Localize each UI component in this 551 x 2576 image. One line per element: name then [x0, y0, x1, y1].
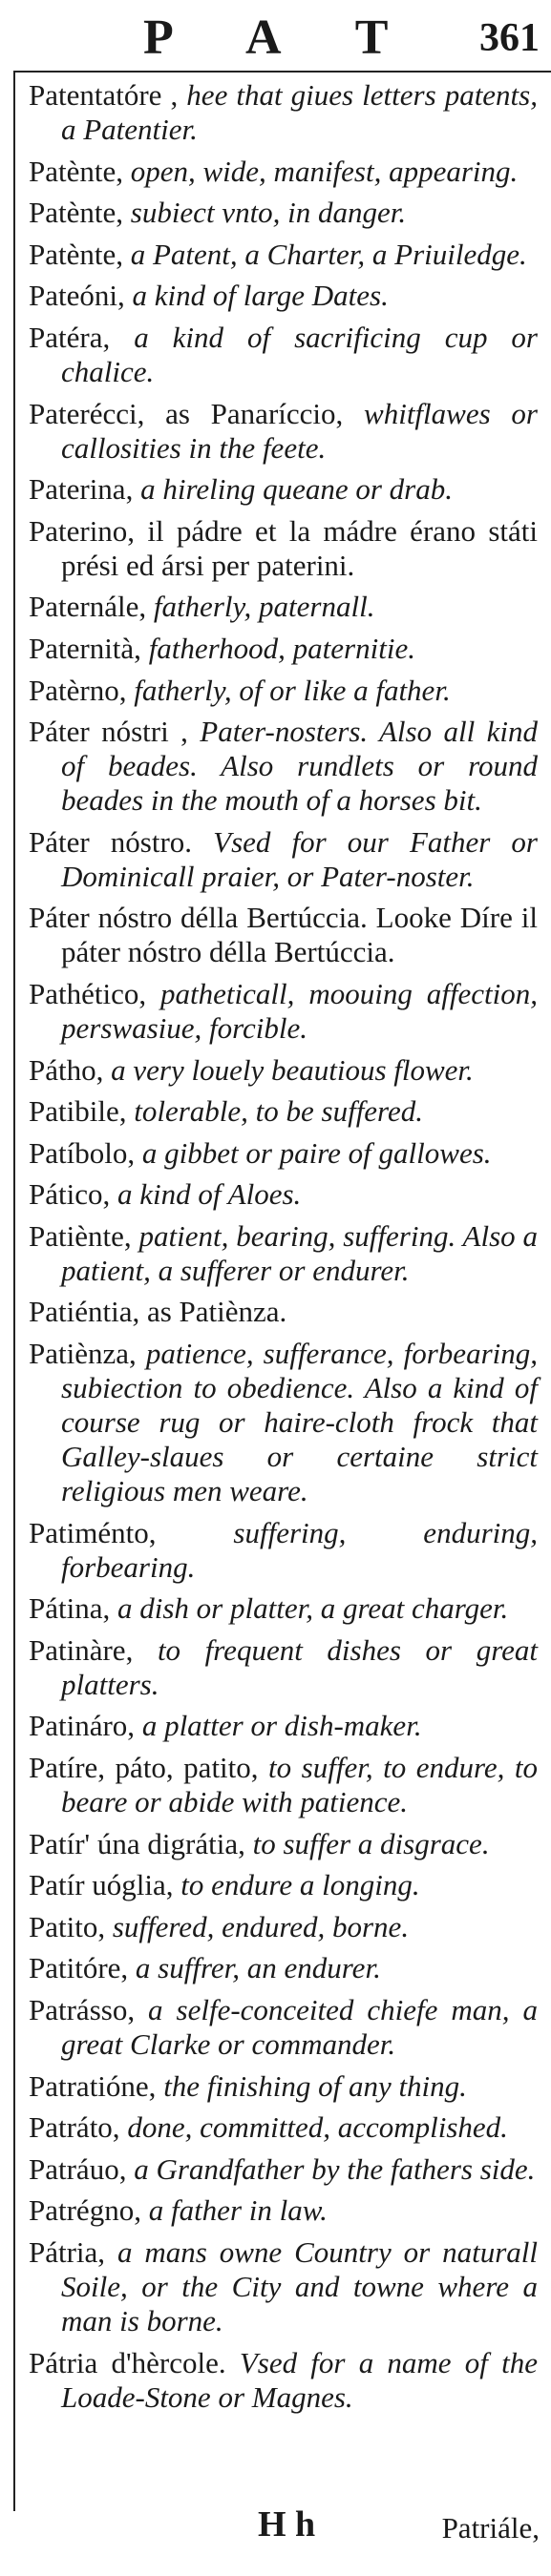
entry-definition: a very louely beautious flower. [103, 1052, 474, 1087]
entry-definition: suffering, enduring, forbearing. [61, 1515, 538, 1584]
dictionary-entry [29, 1709, 538, 1743]
entry-headword: Patrásso, [29, 1993, 136, 2026]
entry-headword: Páter nóstri , [29, 715, 188, 749]
entry-definition: to frequent dishes or great platters. [61, 1632, 538, 1701]
dictionary-entry [29, 901, 538, 969]
dictionary-entry [29, 1993, 538, 2062]
page-header [0, 8, 551, 74]
entry-definition: a mans owne Country or naturall Soile, or the City and towne where a man is borne. [61, 2234, 538, 2337]
entry-headword: Patènte, [29, 237, 123, 271]
entry-definition: done, committed, accomplished. [119, 2110, 508, 2145]
dictionary-entry [29, 78, 538, 147]
entry-definition: patience, sufferance, forbearing, subiection to obedience. Also a kind of course rug or haire-cloth frock that Galley-slaues or certaine strict religious men weare. [61, 1337, 538, 1508]
entry-headword: Patináro, [29, 1709, 136, 1743]
dictionary-entry [29, 825, 538, 894]
dictionary-entry [29, 1219, 538, 1288]
column-rule [13, 71, 15, 2511]
dictionary-entry [29, 1751, 538, 1819]
dictionary-entry [29, 155, 538, 189]
catchword: Patriále, [441, 2511, 540, 2545]
entry-headword: Patiènza, [29, 1337, 137, 1371]
entry-definition: fatherly, of or like a father. [126, 673, 451, 707]
entry-headword: Pático, [29, 1177, 111, 1212]
entry-definition: subiect vnto, in danger. [123, 196, 407, 230]
dictionary-entry [29, 397, 538, 466]
entry-definition: a suffrer, an endurer. [128, 1951, 381, 1985]
dictionary-entry [29, 279, 538, 313]
entry-headword: Patráuo, [29, 2151, 127, 2186]
dictionary-entry [29, 674, 538, 708]
signature-mark: H h [258, 2504, 316, 2545]
dictionary-entry [29, 1295, 538, 1329]
dictionary-entry [29, 472, 538, 507]
dictionary-entry [29, 514, 538, 583]
entry-definition: the finishing of any thing. [156, 2068, 467, 2103]
entry-headword: Patènte, [29, 196, 123, 230]
dictionary-entry [29, 715, 538, 818]
dictionary-entry [29, 1053, 538, 1088]
entry-headword: Patiéntia, as Patiènza. [29, 1295, 287, 1329]
entry-definition: a gibbet or paire of gallowes. [135, 1135, 492, 1170]
entry-definition: Vsed for a name of the Loade-Stone or Magnes. [61, 2345, 539, 2414]
entry-headword: Páter nóstro délla Bertúccia. Looke Díre il páter nóstro délla Bertúccia. [29, 901, 538, 969]
entry-headword: Patitóre, [29, 1951, 129, 1985]
dictionary-entry [29, 1910, 538, 1944]
running-head: P A T [143, 10, 421, 65]
entry-definition: to suffer a disgrace. [244, 1826, 490, 1860]
dictionary-entry [29, 1951, 538, 1985]
entry-headword: Patratióne, [29, 2068, 157, 2103]
dictionary-entry [29, 2235, 538, 2338]
entry-definition: a hireling queane or drab. [133, 472, 453, 507]
entry-definition: whitflawes or callosities in the feete. [61, 396, 538, 465]
dictionary-entry [29, 1633, 538, 1702]
entry-headword: Pátria d'hèrcole. [29, 2345, 226, 2379]
entry-definition: a Grandfather by the fathers side. [126, 2151, 536, 2186]
entry-definition: to suffer, to endure, to beare or abide with patience. [61, 1751, 539, 1819]
dictionary-entry [29, 1136, 538, 1171]
header-rule [13, 71, 551, 73]
entry-definition: a Patent, a Charter, a Priuiledge. [123, 237, 527, 271]
entry-definition: a kind of sacrificing cup or chalice. [61, 320, 538, 388]
entry-definition: fatherly, paternall. [146, 590, 375, 624]
entry-definition: a father in law. [140, 2193, 328, 2228]
entry-definition: hee that giues letters patents, a Patentier. [61, 78, 538, 146]
entry-headword: Paterécci, as Panaríccio, [29, 396, 344, 430]
entry-headword: Patèrno, [29, 673, 127, 707]
entry-definition: tolerable, to be suffered. [126, 1094, 423, 1129]
entry-headword: Patíbolo, [29, 1135, 136, 1170]
entry-definition: a selfe-conceited chiefe man, a great Clarke or commander. [61, 1993, 538, 2061]
dictionary-entry [29, 2346, 538, 2415]
entry-definition: a platter or dish-maker. [135, 1709, 422, 1743]
dictionary-entry [29, 1094, 538, 1129]
entry-headword: Patéra, [29, 320, 111, 354]
entry-headword: Patíre, páto, patito, [29, 1751, 259, 1785]
entry-definition: a dish or platter, a great charger. [110, 1591, 509, 1626]
entry-headword: Paterina, [29, 472, 134, 507]
entry-definition: a kind of Aloes. [110, 1177, 302, 1212]
entry-definition: to endure a longing. [173, 1868, 420, 1902]
dictionary-entry [29, 1591, 538, 1626]
entry-definition: patheticall, moouing affection, perswasiue, forcible. [61, 976, 538, 1045]
dictionary-entry [29, 590, 538, 624]
dictionary-entry [29, 2152, 538, 2187]
dictionary-entry [29, 321, 538, 389]
entry-definition: patient, bearing, suffering. Also a patient, a sufferer or endurer. [61, 1218, 538, 1287]
entry-headword: Paternále, [29, 590, 147, 624]
dictionary-entry [29, 1827, 538, 1861]
entry-headword: Pateóni, [29, 279, 125, 313]
entry-definition: Vsed for our Father or Dominicall praier, or Pater-noster. [61, 824, 538, 893]
entry-headword: Patito, [29, 1909, 106, 1943]
entry-headword: Pátho, [29, 1052, 104, 1087]
page-number: 361 [479, 16, 540, 60]
entry-list [29, 78, 538, 2421]
entry-headword: Patinàre, [29, 1632, 134, 1667]
entry-headword: Pátria, [29, 2234, 106, 2269]
dictionary-entry [29, 2069, 538, 2104]
dictionary-entry [29, 2110, 538, 2145]
dictionary-entry [29, 238, 538, 272]
entry-headword: Patibile, [29, 1094, 127, 1129]
entry-headword: Paternità, [29, 631, 141, 665]
entry-definition: open, wide, manifest, appearing. [123, 154, 519, 188]
dictionary-entry [29, 1516, 538, 1585]
dictionary-entry [29, 1868, 538, 1902]
entry-headword: Patènte, [29, 154, 123, 188]
entry-headword: Patír uóglia, [29, 1868, 174, 1902]
entry-headword: Páter nóstro. [29, 824, 193, 859]
entry-headword: Patrégno, [29, 2193, 141, 2228]
entry-definition: fatherhood, paternitie. [140, 631, 415, 665]
entry-definition: suffered, endured, borne. [105, 1909, 410, 1943]
entry-headword: Patráto, [29, 2110, 120, 2145]
dictionary-entry [29, 196, 538, 230]
dictionary-entry [29, 1337, 538, 1508]
entry-headword: Patiènte, [29, 1218, 132, 1253]
entry-definition: a kind of large Dates. [124, 279, 389, 313]
entry-headword: Patentatóre , [29, 78, 179, 112]
dictionary-entry [29, 2193, 538, 2228]
entry-headword: Patiménto, [29, 1515, 157, 1549]
entry-headword: Pathético, [29, 976, 147, 1010]
entry-headword: Patír' úna digrátia, [29, 1826, 245, 1860]
dictionary-entry [29, 977, 538, 1046]
entry-headword: Pátina, [29, 1591, 111, 1626]
entry-headword: Paterino, il pádre et la mádre érano státi prési ed ársi per paterini. [29, 513, 538, 582]
page-footer [0, 2500, 551, 2566]
entry-definition: Pater-nosters. Also all kind of beades. Also rundlets or round beades in the mouth of a horses bit. [61, 715, 538, 818]
dictionary-entry [29, 632, 538, 666]
dictionary-entry [29, 1177, 538, 1212]
